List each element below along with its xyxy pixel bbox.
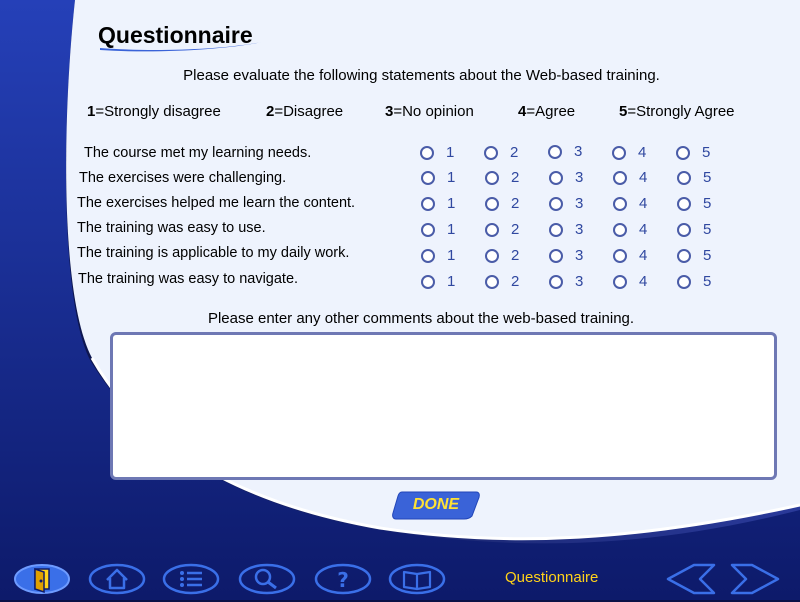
q2-option-5[interactable]: 5 bbox=[677, 169, 711, 186]
q4-option-5[interactable]: 5 bbox=[677, 221, 711, 238]
q5-option-5[interactable]: 5 bbox=[677, 247, 711, 264]
radio-button[interactable] bbox=[613, 197, 627, 211]
home-button[interactable] bbox=[88, 563, 148, 595]
radio-button[interactable] bbox=[420, 146, 434, 160]
forward-arrow-icon bbox=[728, 561, 782, 597]
q6-option-1[interactable]: 1 bbox=[421, 273, 455, 290]
scale-legend-1: 1=Strongly disagree bbox=[87, 103, 221, 120]
radio-button[interactable] bbox=[677, 249, 691, 263]
menu-button[interactable] bbox=[162, 563, 222, 595]
q5-option-3[interactable]: 3 bbox=[549, 247, 583, 264]
radio-button[interactable] bbox=[613, 275, 627, 289]
q1-option-1[interactable]: 1 bbox=[420, 144, 454, 161]
radio-button[interactable] bbox=[677, 275, 691, 289]
instructions-text: Please evaluate the following statements about the Web-based training. bbox=[183, 67, 660, 84]
q2-option-4[interactable]: 4 bbox=[613, 169, 647, 186]
question-5-text: The training is applicable to my daily work. bbox=[77, 245, 350, 261]
help-icon bbox=[314, 563, 374, 595]
q1-option-2[interactable]: 2 bbox=[484, 144, 518, 161]
scale-legend-5: 5=Strongly Agree bbox=[619, 103, 735, 120]
q3-option-4[interactable]: 4 bbox=[613, 195, 647, 212]
q3-option-5[interactable]: 5 bbox=[677, 195, 711, 212]
radio-button[interactable] bbox=[676, 146, 690, 160]
back-arrow-icon bbox=[664, 561, 718, 597]
q4-option-3[interactable]: 3 bbox=[549, 221, 583, 238]
q4-option-1[interactable]: 1 bbox=[421, 221, 455, 238]
scale-legend-3: 3=No opinion bbox=[385, 103, 474, 120]
q6-option-3[interactable]: 3 bbox=[549, 273, 583, 290]
radio-button[interactable] bbox=[421, 223, 435, 237]
glossary-book-icon bbox=[388, 563, 448, 595]
svg-text:?: ? bbox=[337, 568, 349, 592]
radio-button[interactable] bbox=[677, 223, 691, 237]
footer-page-title: Questionnaire bbox=[505, 569, 599, 586]
radio-button[interactable] bbox=[612, 146, 626, 160]
q5-option-4[interactable]: 4 bbox=[613, 247, 647, 264]
search-button[interactable] bbox=[238, 563, 298, 595]
radio-button[interactable] bbox=[549, 249, 563, 263]
radio-button[interactable] bbox=[484, 146, 498, 160]
radio-button[interactable] bbox=[677, 197, 691, 211]
exit-button[interactable] bbox=[14, 563, 74, 595]
scale-legend-4: 4=Agree bbox=[518, 103, 576, 120]
next-button[interactable] bbox=[728, 561, 782, 597]
radio-button[interactable] bbox=[613, 249, 627, 263]
page-title: Questionnaire bbox=[98, 22, 253, 48]
question-1-text: The course met my learning needs. bbox=[84, 145, 312, 161]
radio-button[interactable] bbox=[677, 171, 691, 185]
q2-option-1[interactable]: 1 bbox=[421, 169, 455, 186]
q3-option-1[interactable]: 1 bbox=[421, 195, 455, 212]
home-icon bbox=[88, 563, 148, 595]
radio-button[interactable] bbox=[613, 171, 627, 185]
question-3-text: The exercises helped me learn the content. bbox=[77, 195, 356, 211]
radio-button[interactable] bbox=[421, 197, 435, 211]
question-2-text: The exercises were challenging. bbox=[79, 170, 287, 186]
radio-button[interactable] bbox=[613, 223, 627, 237]
radio-button[interactable] bbox=[421, 275, 435, 289]
comments-label: Please enter any other comments about the web-based training. bbox=[207, 310, 635, 327]
q6-option-5[interactable]: 5 bbox=[677, 273, 711, 290]
radio-button[interactable] bbox=[549, 171, 563, 185]
q6-option-2[interactable]: 2 bbox=[485, 273, 519, 290]
question-4-text: The training was easy to use. bbox=[77, 220, 266, 236]
radio-button[interactable] bbox=[421, 249, 435, 263]
scale-legend-2: 2=Disagree bbox=[266, 103, 344, 120]
q3-option-2[interactable]: 2 bbox=[485, 195, 519, 212]
radio-button[interactable] bbox=[485, 197, 499, 211]
back-button[interactable] bbox=[664, 561, 718, 597]
q5-option-1[interactable]: 1 bbox=[421, 247, 455, 264]
search-icon bbox=[238, 563, 298, 595]
q2-option-2[interactable]: 2 bbox=[485, 169, 519, 186]
done-button[interactable] bbox=[392, 490, 480, 520]
q6-option-4[interactable]: 4 bbox=[613, 273, 647, 290]
q4-option-2[interactable]: 2 bbox=[485, 221, 519, 238]
done-button-label: DONE bbox=[412, 496, 460, 513]
radio-button[interactable] bbox=[549, 223, 563, 237]
q1-option-5[interactable]: 5 bbox=[676, 144, 710, 161]
q5-option-2[interactable]: 2 bbox=[485, 247, 519, 264]
radio-button[interactable] bbox=[421, 171, 435, 185]
radio-button[interactable] bbox=[548, 145, 562, 159]
help-button[interactable] bbox=[314, 563, 374, 595]
radio-button[interactable] bbox=[485, 275, 499, 289]
q1-option-4[interactable]: 4 bbox=[612, 144, 646, 161]
menu-list-icon bbox=[162, 563, 222, 595]
radio-button[interactable] bbox=[485, 171, 499, 185]
question-6-text: The training was easy to navigate. bbox=[78, 271, 299, 287]
radio-button[interactable] bbox=[549, 197, 563, 211]
comments-input[interactable] bbox=[110, 332, 777, 480]
q3-option-3[interactable]: 3 bbox=[549, 195, 583, 212]
q4-option-4[interactable]: 4 bbox=[613, 221, 647, 238]
radio-button[interactable] bbox=[485, 249, 499, 263]
glossary-button[interactable] bbox=[388, 563, 448, 595]
exit-icon bbox=[14, 563, 74, 595]
radio-button[interactable] bbox=[549, 275, 563, 289]
radio-button[interactable] bbox=[485, 223, 499, 237]
q1-option-3[interactable]: 3 bbox=[548, 143, 582, 160]
q2-option-3[interactable]: 3 bbox=[549, 169, 583, 186]
